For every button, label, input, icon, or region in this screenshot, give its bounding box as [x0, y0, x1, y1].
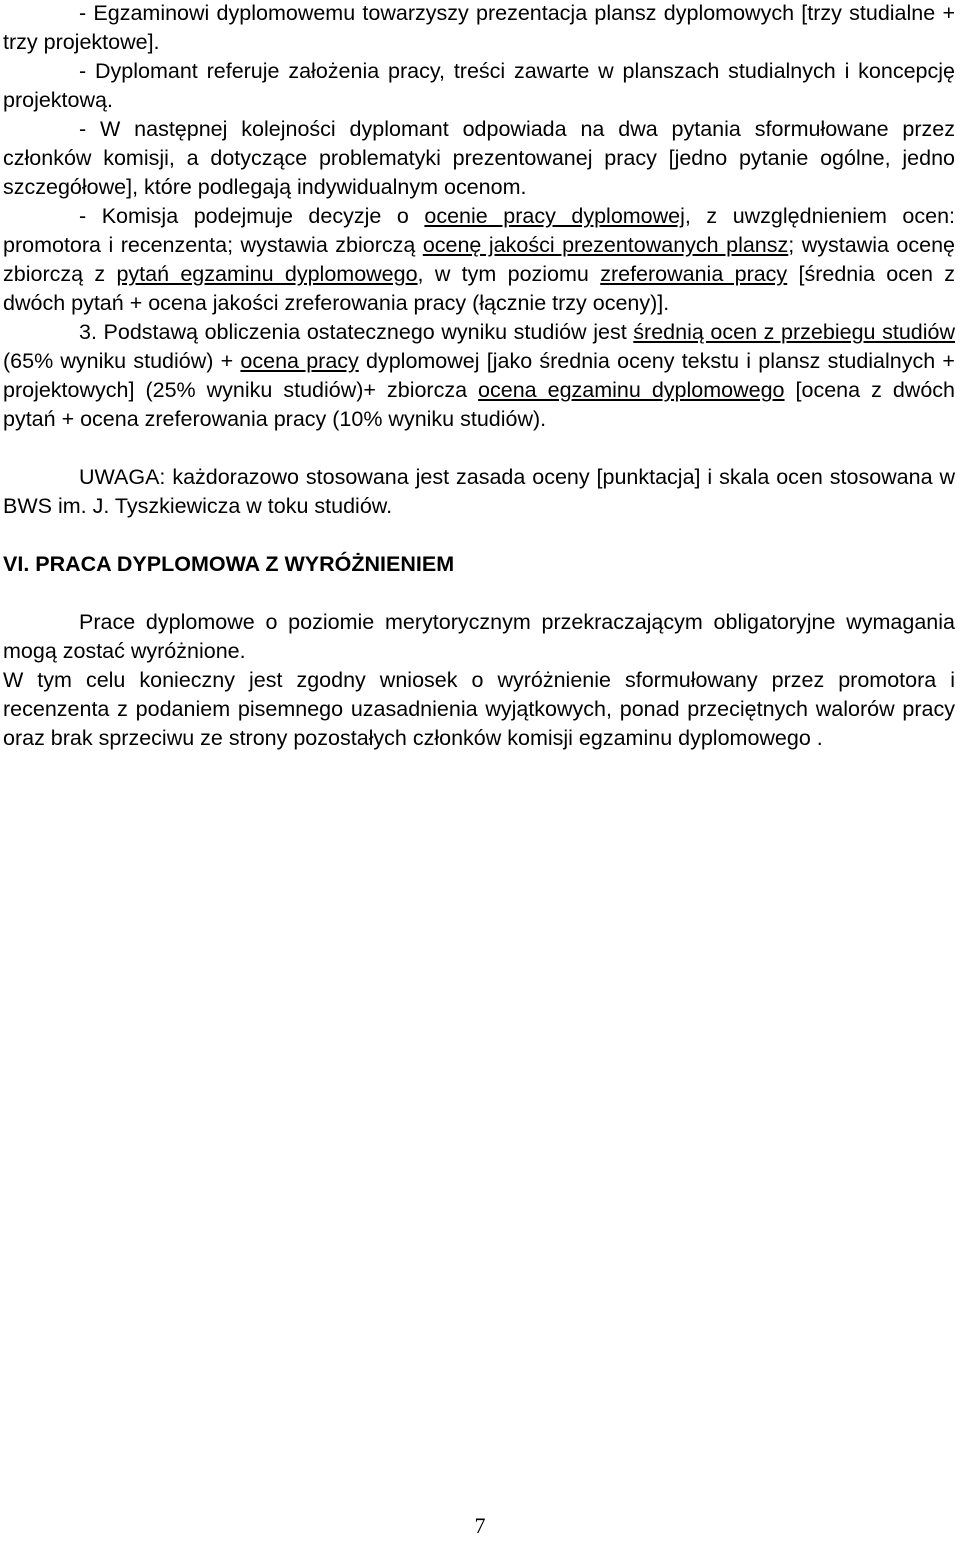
paragraph-committee-grading — [3, 202, 955, 318]
underlined-phrase: średnią ocen z przebiegu studiów — [633, 320, 955, 344]
text-segment: [średnia ocen z dwóch pytań + ocena jakości zreferowania pracy (łącznie trzy oceny)]. — [3, 262, 955, 315]
text-segment: ; wystawia ocenę zbiorczą z — [3, 233, 956, 286]
underlined-phrase: pytań egzaminu dyplomowego — [116, 262, 418, 286]
paragraph-distinction-request: W tym celu konieczny jest zgodny wniosek o wyróżnienie sformułowany przez promotora i recenzenta z podaniem pisemnego uzasadnienia wyjątkowych, ponad przeciętnych walorów pracy oraz brak sprzeciwu ze strony pozostałych członków komisji egzaminu dyplomowego . — [3, 668, 955, 750]
underlined-phrase: ocena pracy — [240, 349, 359, 373]
text-segment: - Komisja podejmuje decyzje o — [79, 204, 425, 228]
text-segment: (65% wyniku studiów) + — [3, 349, 241, 373]
paragraph-distinction: Prace dyplomowe o poziomie merytorycznym przekraczającym obligatoryjne wymagania mogą zostać wyróżnione. — [3, 610, 955, 663]
underlined-phrase: ocenie pracy dyplomowej — [424, 204, 685, 228]
spacer — [3, 521, 955, 550]
text-segment: 3. Podstawą obliczenia ostatecznego wyniku studiów jest — [79, 320, 634, 344]
underlined-phrase: zreferowania pracy — [600, 262, 788, 286]
underlined-phrase: ocena egzaminu dyplomowego — [478, 378, 785, 402]
document-body — [3, 0, 955, 753]
text-segment: , w tym poziomu — [417, 262, 601, 286]
text-segment: , z uwzględnieniem ocen: promotora i recenzenta; wystawia zbiorczą — [3, 204, 956, 257]
spacer — [3, 434, 955, 463]
paragraph-final-result-basis — [3, 318, 955, 434]
paragraph-thesis-report: - Dyplomant referuje założenia pracy, treści zawarte w planszach studialnych i koncepcję projektową. — [3, 59, 955, 112]
paragraph-exam-presentation: - Egzaminowi dyplomowemu towarzyszy prezentacja plansz dyplomowych [trzy studialne + trzy projektowe]. — [3, 1, 955, 54]
underlined-phrase: ocenę jakości prezentowanych plansz — [422, 233, 789, 257]
text-segment: dyplomowej [jako średnia oceny tekstu i plansz studialnych + projektowych] (25% wyniku studiów)+ zbiorcza — [3, 349, 955, 402]
paragraph-exam-questions: - W następnej kolejności dyplomant odpowiada na dwa pytania sformułowane przez członków komisji, a dotyczące problematyki prezentowanej pracy [jedno pytanie ogólne, jedno szczegółowe], które podlegają indywidualnym ocenom. — [3, 117, 955, 199]
page-number: 7 — [474, 1513, 486, 1538]
text-segment: [ocena z dwóch pytań + ocena zreferowania pracy (10% wyniku studiów). — [3, 378, 955, 431]
spacer — [3, 579, 955, 608]
paragraph-note: UWAGA: każdorazowo stosowana jest zasada oceny [punktacja] i skala ocen stosowana w BWS im. J. Tyszkiewicza w toku studiów. — [3, 465, 955, 518]
section-heading: VI. PRACA DYPLOMOWA Z WYRÓŻNIENIEM — [3, 552, 455, 576]
